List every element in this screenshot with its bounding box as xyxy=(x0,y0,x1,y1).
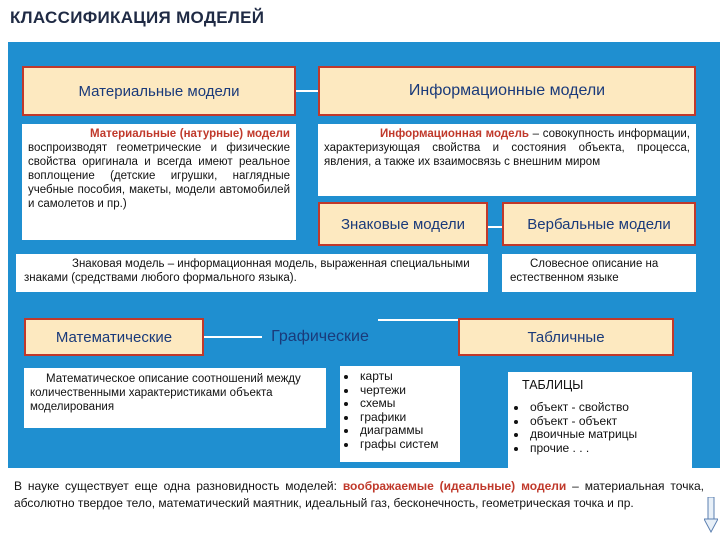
bottom-note-term: воображаемые (идеальные) модели xyxy=(342,479,567,493)
verbal-models-header xyxy=(502,202,696,246)
table-models-list xyxy=(508,372,692,468)
verbal-models-label: Вербальные модели xyxy=(527,215,671,233)
material-models-header xyxy=(22,66,296,116)
down-arrow-icon[interactable] xyxy=(704,497,718,533)
table-list-item: • двоичные матрицы xyxy=(528,428,686,442)
math-models-text: Математическое описание соотношений между количественными характеристиками объекта моделирования xyxy=(30,373,301,413)
sign-models-desc xyxy=(16,254,488,292)
information-models-header xyxy=(318,66,696,116)
bottom-note xyxy=(14,478,704,512)
table-list-item: • прочие . . . xyxy=(528,442,686,456)
graphic-models-label: Графические xyxy=(271,328,369,345)
math-models-label: Математические xyxy=(55,328,173,346)
sign-models-label: Знаковые модели xyxy=(340,215,466,233)
information-models-term: Информационная модель xyxy=(380,128,529,140)
graphic-list-item: • диаграммы xyxy=(358,424,456,438)
information-models-text: – совокупность информации, характеризующая свойства и состояния объекта, процесса, явления, а также их взаимосвязь с внешним миром xyxy=(324,128,690,168)
graphic-list-item: • схемы xyxy=(358,397,456,411)
connector-line xyxy=(488,226,502,228)
sign-models-text: Знаковая модель – информационная модель, выраженная специальными знаками (средствами любого формального языка). xyxy=(24,258,470,284)
sign-models-header xyxy=(318,202,488,246)
material-models-text: воспроизводят геометрические и физические свойства оригинала и всегда имеют реальное воплощение (детские игрушки, наглядные учебные пособия, макеты, модели автомобилей и самолетов и пр.) xyxy=(28,142,290,210)
information-models-label: Информационные модели xyxy=(408,82,606,99)
graphic-list-item: • чертежи xyxy=(358,384,456,398)
tables-subtitle: ТАБЛИЦЫ xyxy=(522,378,584,392)
graphic-list-item: • графы систем xyxy=(358,438,456,452)
verbal-models-desc xyxy=(502,254,696,292)
table-models-header xyxy=(458,318,674,356)
graphic-models-header xyxy=(262,322,378,352)
material-models-desc xyxy=(22,124,296,240)
page-title: КЛАССИФИКАЦИЯ МОДЕЛЕЙ xyxy=(10,8,265,27)
verbal-models-text: Словесное описание на естественном языке xyxy=(510,258,659,284)
graphic-list-item: • карты xyxy=(358,370,456,384)
table-models-label: Табличные xyxy=(527,328,605,346)
bottom-note-text-end: – материальная точка, абсолютно твердое тело, математический маятник, идеальный газ, бесконечность, геометрическая точка и пр. xyxy=(14,479,704,510)
table-list-item: • объект - свойство xyxy=(528,401,686,415)
bottom-note-text: В науке существует еще одна разновидность моделей: xyxy=(14,479,343,493)
table-list-item: • объект - объект xyxy=(528,415,686,429)
math-models-desc xyxy=(24,368,326,428)
graphic-list-item: • графики xyxy=(358,411,456,425)
connector-line xyxy=(296,90,318,92)
connector-line xyxy=(204,336,262,338)
information-models-desc xyxy=(318,124,696,196)
material-models-label: Материальные модели xyxy=(78,82,240,100)
graphic-models-list xyxy=(340,366,460,462)
math-models-header xyxy=(24,318,204,356)
connector-line xyxy=(378,319,458,321)
material-models-term: Материальные (натурные) модели xyxy=(90,128,290,140)
